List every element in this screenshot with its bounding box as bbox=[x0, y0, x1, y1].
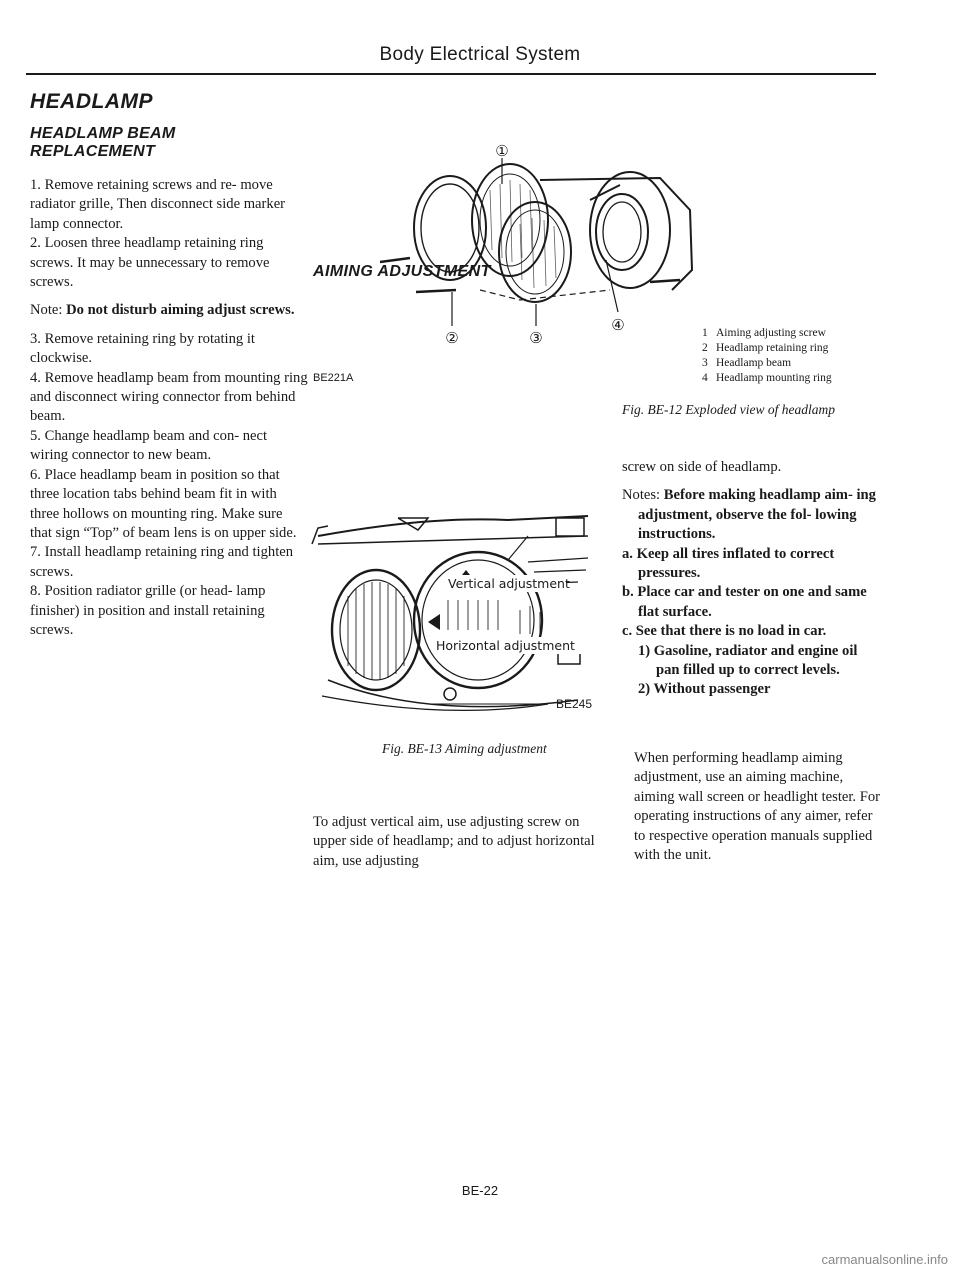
figure-13-code: BE245 bbox=[556, 697, 593, 711]
step-4: 4. Remove headlamp beam from mounting ring and disconnect wiring connector from behind beam. bbox=[30, 369, 308, 425]
note-item-c1: 1) Gasoline, radiator and engine oil pan filled up to correct levels. bbox=[638, 642, 858, 679]
aiming-body-text: To adjust vertical aim, use adjusting screw on upper side of headlamp; and to adjust horizontal aim, use adjusting bbox=[313, 814, 595, 869]
figure-12-code: BE221A bbox=[313, 372, 354, 384]
step-1: 1. Remove retaining screws and re- move radiator grille, Then disconnect side marker lamp connector. bbox=[30, 177, 286, 232]
callout-4: ④ bbox=[611, 316, 625, 334]
subsection-title-line2: REPLACEMENT bbox=[30, 143, 156, 160]
note-item-b: b. Place car and tester on one and same flat surface. bbox=[622, 584, 867, 620]
note bbox=[30, 301, 308, 320]
figure-13-caption: Fig. BE-13 Aiming adjustment bbox=[382, 741, 547, 756]
aiming-body bbox=[313, 813, 595, 871]
notes-label: Notes: bbox=[622, 487, 664, 504]
figure-12-legend bbox=[702, 326, 832, 386]
aiming-drawing bbox=[308, 300, 598, 720]
step-2: 2. Loosen three headlamp retaining ring screws. It may be unnecessary to remove screws. bbox=[30, 235, 270, 291]
left-column bbox=[30, 176, 308, 640]
watermark: carmanualsonline.info bbox=[821, 1252, 948, 1267]
legend-item bbox=[702, 326, 832, 341]
figure-12-caption: Fig. BE-12 Exploded view of headlamp bbox=[622, 402, 835, 417]
horizontal-adjustment-label: Horizontal adjustment bbox=[436, 638, 575, 653]
step-3: 3. Remove retaining ring by rotating it clockwise. bbox=[30, 330, 255, 367]
legend-num: 1 bbox=[702, 327, 708, 339]
legend-num: 2 bbox=[702, 342, 708, 354]
legend-label: Headlamp retaining ring bbox=[716, 342, 829, 354]
legend-num: 3 bbox=[702, 357, 708, 369]
note-item-c2: 2) Without passenger bbox=[638, 681, 771, 698]
legend-num: 4 bbox=[702, 372, 708, 384]
step-7: 7. Install headlamp retaining ring and tighten screws. bbox=[30, 544, 294, 580]
notes bbox=[622, 486, 880, 544]
legend-label: Aiming adjusting screw bbox=[716, 327, 826, 339]
continued-text: screw on side of headlamp. bbox=[622, 459, 782, 475]
aiming-paragraph bbox=[622, 749, 880, 865]
aiming-figure bbox=[308, 300, 598, 720]
aiming-section-title: AIMING ADJUSTMENT bbox=[313, 263, 491, 280]
note-label: Note: bbox=[30, 302, 67, 319]
notes-text: Before making headlamp aim- ing adjustment, observe the fol- lowing instructions. bbox=[638, 487, 876, 543]
legend-label: Headlamp mounting ring bbox=[716, 372, 832, 384]
aiming-paragraph-text: When performing headlamp aiming adjustment, use an aiming machine, aiming wall screen or headlight tester. For operating instructions of any aimer, refer to respective operation manuals supplied with the unit. bbox=[634, 750, 880, 864]
header-rule bbox=[26, 73, 876, 75]
subsection-title bbox=[30, 125, 290, 161]
note-text: Do not disturb aiming adjust screws. bbox=[66, 302, 295, 319]
legend-item bbox=[702, 341, 832, 356]
vertical-adjustment-label: Vertical adjustment bbox=[448, 576, 570, 591]
callout-1: ① bbox=[495, 142, 509, 160]
step-8: 8. Position radiator grille (or head- lamp finisher) in position and install retaining screws. bbox=[30, 583, 266, 638]
callout-2: ② bbox=[445, 329, 459, 347]
subsection-title-line1: HEADLAMP BEAM bbox=[30, 125, 176, 142]
callout-3: ③ bbox=[529, 329, 543, 347]
legend-item bbox=[702, 356, 832, 371]
legend-item bbox=[702, 371, 832, 386]
step-6: 6. Place headlamp beam in position so that three location tabs behind beam fit in with three hollows on mounting ring. Make sure that sign “Top” of beam lens is on upper side. bbox=[30, 466, 297, 541]
page-header-title: Body Electrical System bbox=[379, 44, 581, 65]
section-title: HEADLAMP bbox=[30, 90, 153, 113]
step-5: 5. Change headlamp beam and con- nect wiring connector to new beam. bbox=[30, 427, 268, 464]
right-column bbox=[622, 458, 880, 700]
note-item-a: a. Keep all tires inflated to correct pressures. bbox=[622, 545, 835, 582]
legend-label: Headlamp beam bbox=[716, 357, 792, 369]
note-item-c: c. See that there is no load in car. bbox=[622, 623, 827, 640]
page-number: BE-22 bbox=[461, 1183, 499, 1198]
